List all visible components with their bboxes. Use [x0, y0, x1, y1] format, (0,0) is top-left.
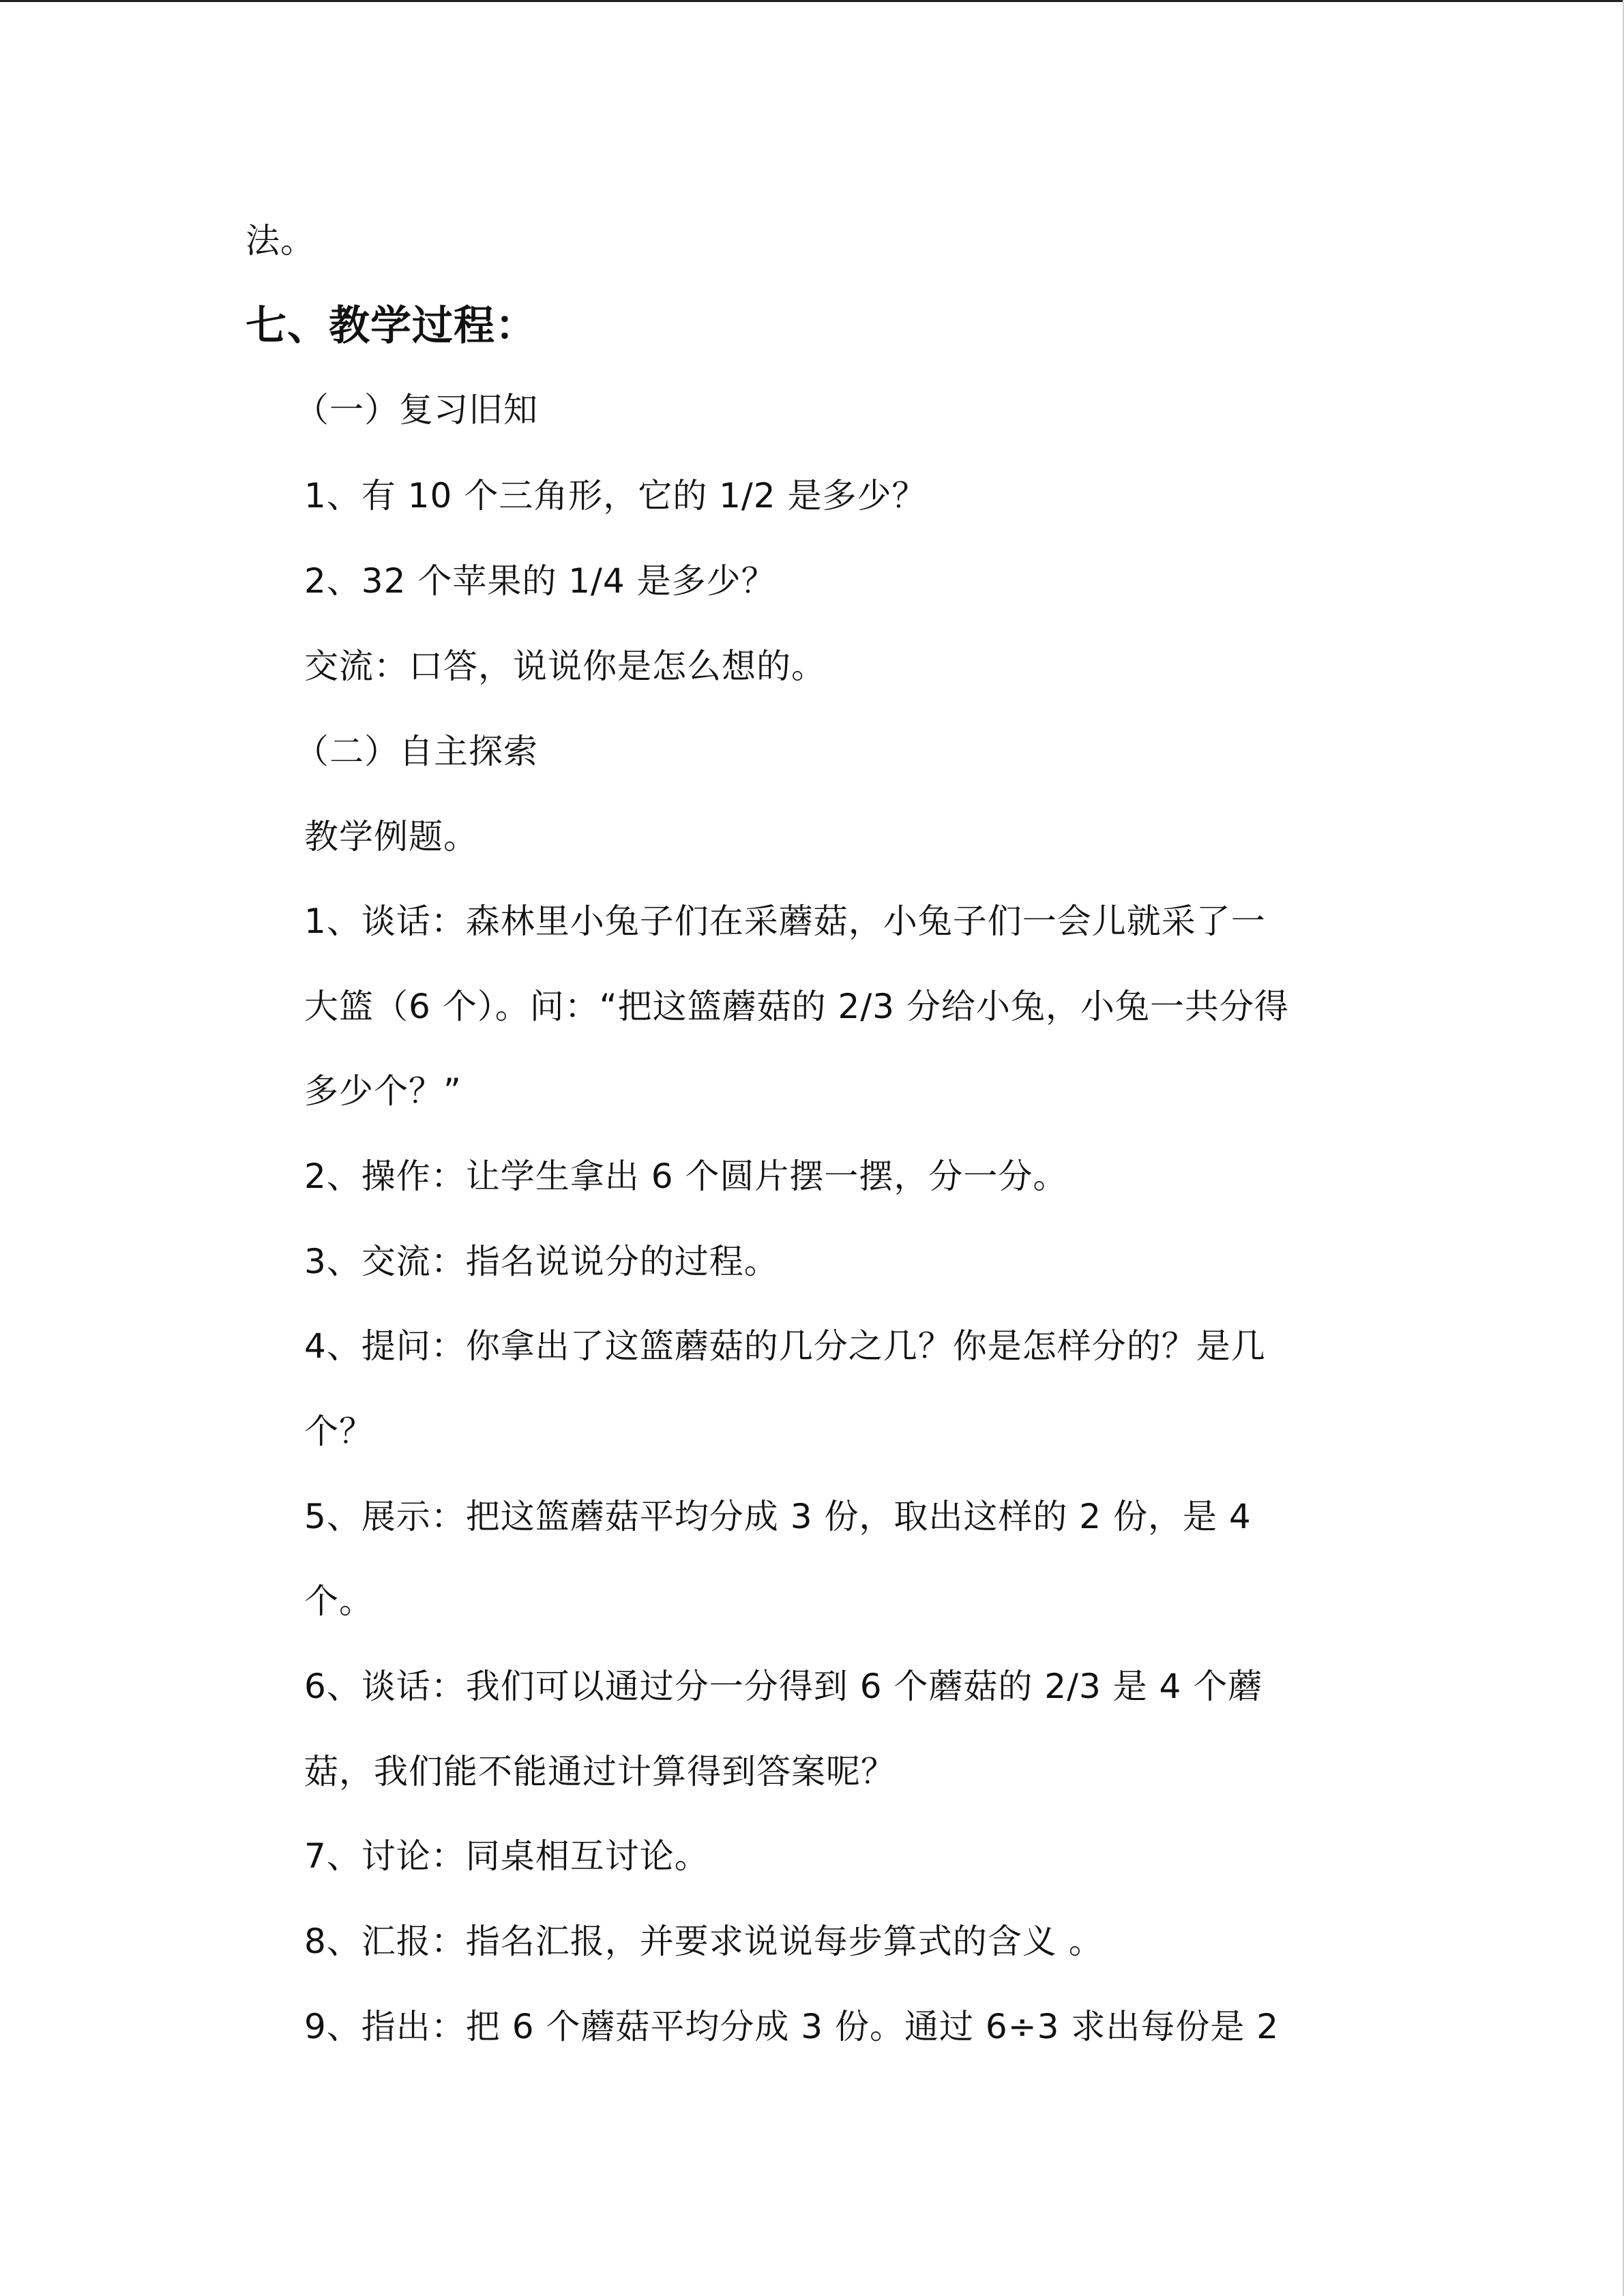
- text-line-continuation: 法。: [246, 221, 315, 260]
- step-4-line-2: 个？: [304, 1412, 374, 1451]
- step-6-line-2: 菇，我们能不能通过计算得到答案呢？: [304, 1752, 896, 1791]
- step-1-line-2: 大篮（6 个）。问：“把这篮蘑菇的 2/3 分给小兔，小兔一共分得: [304, 987, 1289, 1026]
- step-6-line-1: 6、谈话：我们可以通过分一分得到 6 个蘑菇的 2/3 是 4 个蘑: [304, 1667, 1263, 1706]
- step-9: 9、指出：把 6 个蘑菇平均分成 3 份。通过 6÷3 求出每份是 2: [304, 2007, 1280, 2046]
- step-3: 3、交流：指名说说分的过程。: [304, 1242, 779, 1281]
- subsection-heading-explore: （二）自主探索: [295, 732, 538, 771]
- step-7: 7、讨论：同桌相互讨论。: [304, 1836, 709, 1876]
- subsection-heading-review: （一）复习旧知: [295, 390, 538, 430]
- step-8: 8、汇报：指名汇报，并要求说说每步算式的含义 。: [304, 1922, 1104, 1961]
- step-4-line-1: 4、提问：你拿出了这篮蘑菇的几分之几？你是怎样分的？是几: [304, 1326, 1266, 1366]
- step-1-line-3: 多少个？”: [304, 1071, 462, 1111]
- review-question-1: 1、有 10 个三角形，它的 1/2 是多少？: [304, 476, 927, 516]
- step-5-line-1: 5、展示：把这篮蘑菇平均分成 3 份，取出这样的 2 份，是 4: [304, 1497, 1252, 1536]
- review-exchange: 交流：口答，说说你是怎么想的。: [304, 646, 826, 686]
- step-1-line-1: 1、谈话：森林里小兔子们在采蘑菇，小兔子们一会儿就采了一: [304, 901, 1266, 941]
- example-title: 教学例题。: [304, 817, 478, 856]
- review-question-2: 2、32 个苹果的 1/4 是多少？: [304, 561, 776, 601]
- page-top-border: [0, 0, 1624, 2]
- section-heading: 七、教学过程：: [246, 302, 537, 350]
- step-2: 2、操作：让学生拿出 6 个圆片摆一摆，分一分。: [304, 1157, 1068, 1196]
- step-5-line-2: 个。: [304, 1581, 374, 1621]
